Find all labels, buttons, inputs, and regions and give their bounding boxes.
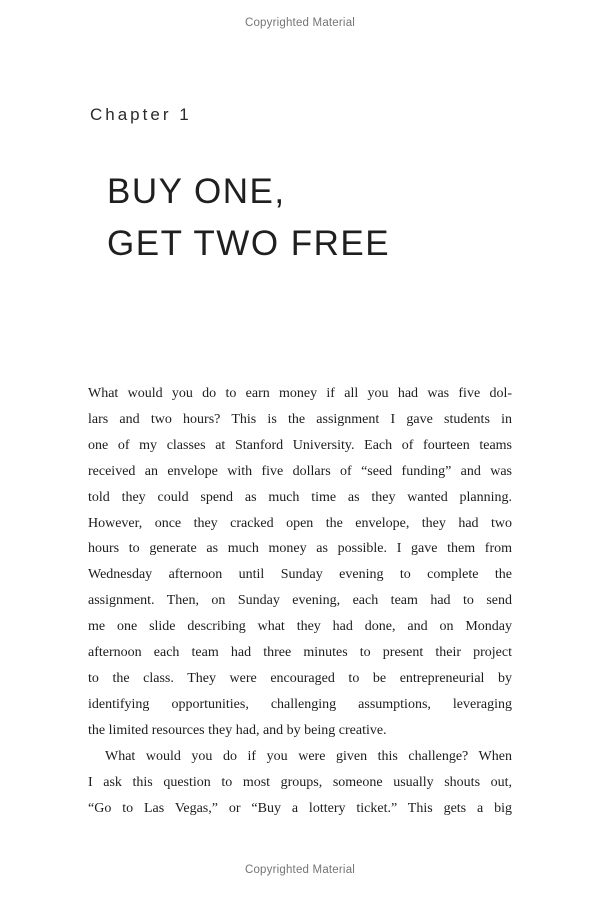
- chapter-title-line-1: BUY ONE,: [107, 172, 286, 211]
- chapter-title-line-2: GET TWO FREE: [107, 224, 391, 263]
- body-text-line: What would you do to earn money if all you had was five dol-: [88, 386, 512, 401]
- body-text-line: I ask this question to most groups, someone usually shouts out,: [88, 774, 512, 790]
- copyright-notice-top: Copyrighted Material: [244, 17, 356, 29]
- body-text-line: to the class. They were encouraged to be entrepreneurial by: [88, 670, 512, 686]
- body-text-line: one of my classes at Stanford University. Each of fourteen teams: [88, 437, 512, 453]
- body-text-line: received an envelope with five dollars of “seed funding” and was: [88, 463, 512, 479]
- body-text: [88, 381, 512, 821]
- body-text-line: the limited resources they had, and by being creative.: [88, 722, 387, 738]
- body-text-line: However, once they cracked open the envelope, they had two: [88, 515, 512, 531]
- body-text-line: lars and two hours? This is the assignment I gave students in: [88, 411, 512, 427]
- body-text-line: What would you do if you were given this challenge? When: [105, 748, 512, 764]
- paragraph: [88, 744, 512, 822]
- body-text-line: told they could spend as much time as they wanted planning.: [88, 489, 512, 505]
- chapter-label: Chapter 1: [90, 105, 192, 124]
- copyright-notice-bottom: Copyrighted Material: [244, 864, 356, 876]
- body-text-line: assignment. Then, on Sunday evening, each team had to send: [88, 593, 512, 609]
- body-text-line: afternoon each team had three minutes to present their project: [88, 645, 512, 661]
- body-text-line: identifying opportunities, challenging assumptions, leveraging: [88, 696, 512, 712]
- paragraph: [88, 381, 512, 744]
- chapter-title: [107, 166, 390, 270]
- body-text-line: me one slide describing what they had done, and on Monday: [88, 619, 512, 635]
- body-text-line: Wednesday afternoon until Sunday evening to complete the: [88, 567, 512, 583]
- body-text-line: hours to generate as much money as possible. I gave them from: [88, 541, 512, 557]
- body-text-line: “Go to Las Vegas,” or “Buy a lottery ticket.” This gets a big: [88, 800, 512, 816]
